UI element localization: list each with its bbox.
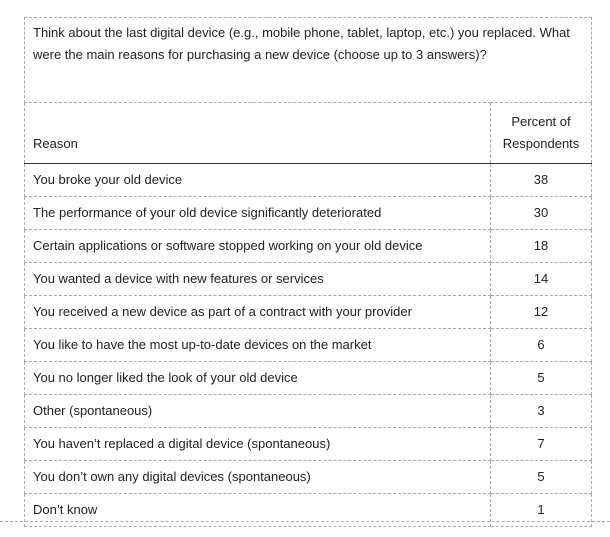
reason-cell: You haven’t replaced a digital device (spontaneous) [25, 428, 491, 461]
table-row [25, 329, 592, 362]
table-row [25, 362, 592, 395]
table-row [25, 296, 592, 329]
reason-cell: You like to have the most up-to-date devices on the market [25, 329, 491, 362]
reason-cell: Certain applications or software stopped working on your old device [25, 230, 491, 263]
percent-header-line2: Respondents [502, 136, 580, 151]
reason-cell: You broke your old device [25, 164, 491, 197]
reason-cell: You wanted a device with new features or services [25, 263, 491, 296]
reason-cell: You received a new device as part of a contract with your provider [25, 296, 491, 329]
header-row [25, 103, 592, 164]
reason-cell: Don’t know [25, 494, 491, 527]
question-text: Think about the last digital device (e.g., mobile phone, tablet, laptop, etc.) you replaced. What were the main reasons for purchasing a new device (choose up to 3 answers)? [25, 18, 592, 103]
percent-cell: 3 [491, 395, 592, 428]
percent-cell: 18 [491, 230, 592, 263]
reason-cell: Other (spontaneous) [25, 395, 491, 428]
percent-cell: 5 [491, 362, 592, 395]
table-row [25, 164, 592, 197]
percent-cell: 1 [491, 494, 592, 527]
table-row [25, 395, 592, 428]
percent-cell: 14 [491, 263, 592, 296]
percent-cell: 6 [491, 329, 592, 362]
percent-cell: 12 [491, 296, 592, 329]
percent-cell: 5 [491, 461, 592, 494]
table-row [25, 428, 592, 461]
table-row [25, 461, 592, 494]
reason-cell: You don’t own any digital devices (spontaneous) [25, 461, 491, 494]
table-row [25, 263, 592, 296]
reason-column-header: Reason [25, 103, 491, 164]
table-row [25, 197, 592, 230]
percent-cell: 7 [491, 428, 592, 461]
percent-cell: 30 [491, 197, 592, 230]
reason-cell: You no longer liked the look of your old device [25, 362, 491, 395]
table-row [25, 230, 592, 263]
percent-header-line1: Percent of [511, 114, 571, 129]
question-row [25, 18, 592, 103]
percent-column-header [491, 103, 592, 164]
page-bottom-divider [0, 521, 610, 522]
percent-cell: 38 [491, 164, 592, 197]
reason-cell: The performance of your old device significantly deteriorated [25, 197, 491, 230]
survey-table [24, 17, 592, 527]
